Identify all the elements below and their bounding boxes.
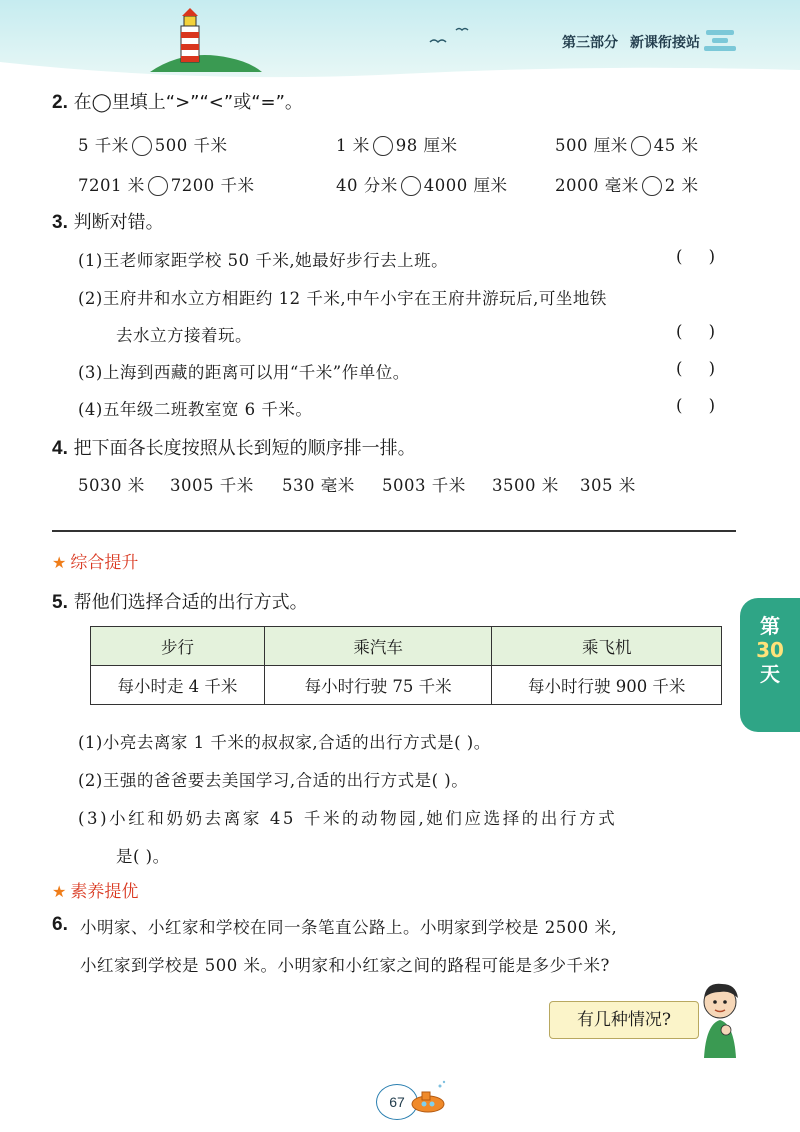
q2-item-right: 500 千米 (154, 136, 228, 155)
q6-heading (52, 914, 68, 936)
q2-item-1 (78, 132, 228, 156)
q3-item-4: (4)五年级二班教室宽 6 千米。 (78, 400, 313, 419)
answer-blank[interactable]: ( ) (676, 396, 716, 415)
q4-heading (52, 434, 416, 460)
q3-prompt: 判断对错。 (73, 212, 164, 233)
section-heading-2 (52, 877, 138, 902)
q2-item-4 (78, 172, 255, 196)
day-side-tab (740, 598, 800, 732)
hint-speech-bubble: 有几种情况? (549, 1001, 699, 1039)
side-tab-line1: 第 (760, 614, 780, 638)
table-cell: 每小时行驶 75 千米 (264, 666, 492, 705)
boy-character-icon (696, 980, 746, 1058)
q5-number: 5. (52, 592, 68, 613)
q4-value: 3500 米 (492, 476, 559, 495)
submarine-icon (410, 1078, 450, 1118)
q3-item-2: (2)王府井和水立方相距约 12 千米,中午小宇在王府井游玩后,可坐地铁 (78, 289, 607, 308)
q3-item-2-cont: 去水立方接着玩。 (116, 326, 252, 345)
answer-blank[interactable]: ( ) (676, 247, 716, 266)
section-divider (52, 530, 736, 532)
q4-prompt: 把下面各长度按照从长到短的顺序排一排。 (73, 438, 416, 459)
section-title: 素养提优 (70, 882, 139, 902)
q4-value: 5003 千米 (382, 476, 466, 495)
compare-circle-blank[interactable] (401, 176, 421, 196)
q3-item-1: (1)王老师家距学校 50 千米,她最好步行去上班。 (78, 251, 449, 270)
q2-item-6 (555, 172, 699, 196)
q3-item-3: (3)上海到西藏的距离可以用“千米”作单位。 (78, 363, 410, 382)
table-cell: 每小时行驶 900 千米 (492, 666, 722, 705)
q2-item-left: 5 千米 (78, 136, 129, 155)
side-tab-line2: 30 (756, 638, 784, 662)
compare-circle-blank[interactable] (642, 176, 662, 196)
q2-item-left: 7201 米 (78, 176, 145, 195)
q4-value: 5030 米 (78, 476, 145, 495)
compare-circle-blank[interactable] (631, 136, 651, 156)
table-header-cell: 乘汽车 (264, 627, 492, 666)
q5-heading (52, 588, 308, 614)
q2-item-5 (336, 172, 508, 196)
q3-number: 3. (52, 212, 68, 233)
side-tab-line3: 天 (760, 662, 780, 686)
compare-circle-blank[interactable] (132, 136, 152, 156)
q2-item-left: 40 分米 (336, 176, 398, 195)
table-row (91, 666, 722, 705)
q2-item-right: 45 米 (653, 136, 699, 155)
q6-number: 6. (52, 914, 68, 935)
page-number: 67 (376, 1084, 418, 1120)
section-title: 综合提升 (70, 553, 139, 573)
q5-prompt: 帮他们选择合适的出行方式。 (73, 592, 308, 613)
q2-number: 2. (52, 92, 68, 113)
q2-item-left: 1 米 (336, 136, 370, 155)
q2-item-left: 2000 毫米 (555, 176, 639, 195)
q4-number: 4. (52, 438, 68, 459)
q2-prompt: 在◯里填上“>”“<”或“=”。 (73, 92, 303, 113)
compare-circle-blank[interactable] (148, 176, 168, 196)
q2-item-right: 7200 千米 (170, 176, 255, 195)
table-header-cell: 乘飞机 (492, 627, 722, 666)
table-header-cell: 步行 (91, 627, 265, 666)
answer-blank[interactable]: ( ) (676, 359, 716, 378)
q2-item-right: 98 厘米 (395, 136, 458, 155)
q6-line-2: 小红家到学校是 500 米。小明家和小红家之间的路程可能是多少千米? (80, 956, 610, 975)
q2-item-3 (555, 132, 699, 156)
travel-mode-table (90, 626, 722, 705)
q4-value: 530 毫米 (282, 476, 355, 495)
section-heading-1 (52, 548, 138, 573)
q5-item-1: (1)小亮去离家 1 千米的叔叔家,合适的出行方式是( )。 (78, 733, 491, 752)
q2-item-left: 500 厘米 (555, 136, 628, 155)
header-title: 新课衔接站 (630, 35, 700, 51)
lighthouse-icon (181, 8, 199, 62)
star-icon: ★ (52, 882, 67, 901)
q3-heading (52, 208, 164, 234)
compare-circle-blank[interactable] (373, 136, 393, 156)
table-header-row (91, 627, 722, 666)
q5-item-3-cont: 是( )。 (116, 847, 170, 866)
star-icon: ★ (52, 553, 67, 572)
q5-item-3: (3)小红和奶奶去离家 45 千米的动物园,她们应选择的出行方式 (78, 809, 618, 828)
q2-heading (52, 88, 303, 114)
q2-item-2 (336, 132, 458, 156)
q4-value: 3005 千米 (170, 476, 254, 495)
answer-blank[interactable]: ( ) (676, 322, 716, 341)
q2-item-right: 4000 厘米 (423, 176, 508, 195)
q4-value: 305 米 (580, 476, 636, 495)
q5-item-2: (2)王强的爸爸要去美国学习,合适的出行方式是( )。 (78, 771, 469, 790)
table-cell: 每小时走 4 千米 (91, 666, 265, 705)
q2-item-right: 2 米 (664, 176, 699, 195)
header-section: 第三部分 (562, 35, 618, 51)
q6-line-1: 小明家、小红家和学校在同一条笔直公路上。小明家到学校是 2500 米, (80, 918, 618, 937)
